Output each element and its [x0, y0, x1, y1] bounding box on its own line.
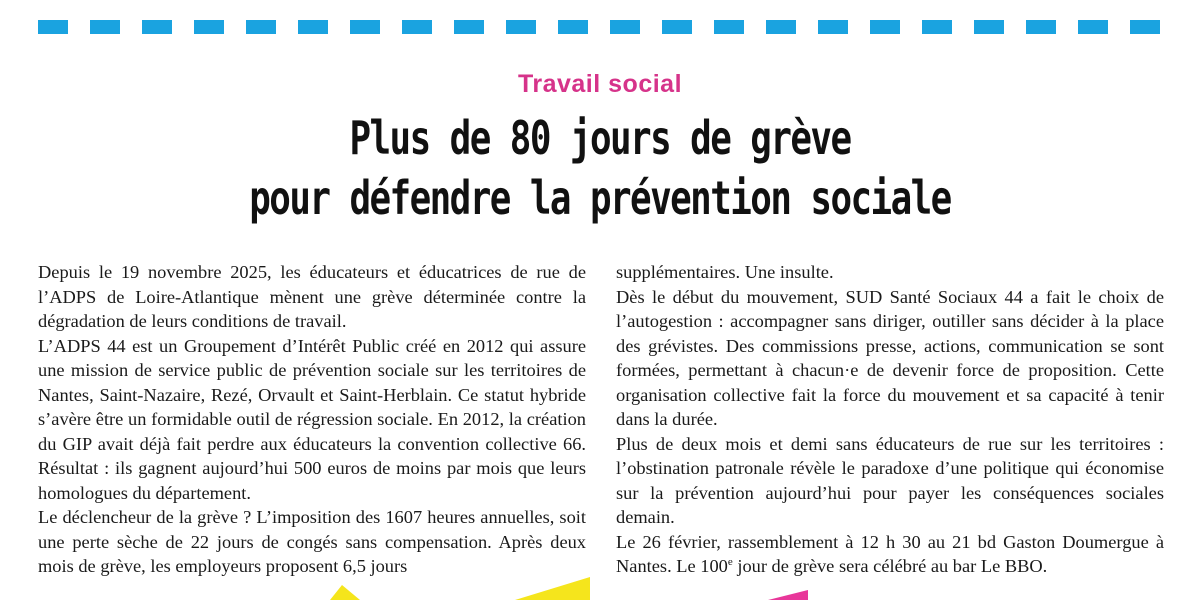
paragraph: supplémentaires. Une insulte.: [616, 262, 834, 282]
article-headline: [132, 108, 1068, 228]
closing-text: Le 26 février, rassemblement à 12 h 30 au 21 bd Gaston Doumergue à Nantes. Le 100: [616, 531, 1164, 576]
closing-text-tail: jour de grève sera célébré au bar Le BBO.: [732, 556, 1048, 576]
section-kicker: Travail social: [517, 70, 683, 98]
dashed-border: [38, 20, 1166, 34]
paragraph: L’ADPS 44 est un Groupement d’Intérêt Public créé en 2012 qui assure une mission de service public de prévention sociale sur les territoires de Nantes, Saint-Nazaire, Rezé, Orvault et Saint-Herblain. Ce statut hybride s’avère être un formidable outil de régression sociale. En 2012, la création du GIP avait déjà fait perdre aux éducateurs la convention collective 66. Résultat : ils gagnent aujourd’hui 500 euros de moins par mois que leurs homologues du département.: [38, 335, 586, 503]
closing-paragraph: [616, 530, 1164, 579]
headline-line-2: pour défendre la prévention sociale: [249, 171, 951, 225]
paragraph: Dès le début du mouvement, SUD Santé Sociaux 44 a fait le choix de l’autogestion : accompagner sans diriger, outiller sans décider à la place des grévistes. Des commissions presse, actions, communication se sont formées, permettant à chacun·e de devenir force de proposition. Cette organisation collective fait la force du mouvement et sa capacité à tenir dans la durée.: [616, 286, 1164, 429]
headline-line-1: Plus de 80 jours de grève: [349, 111, 851, 165]
paragraph: Le déclencheur de la grève ? L’imposition des 1607 heures annuelles, soit une perte sèche de 22 jours de congés sans compensation. Après deux mois de grève, les employeurs proposent 6,5 jours: [38, 507, 586, 576]
article-column-left: [38, 260, 586, 579]
paragraph: Depuis le 19 novembre 2025, les éducateurs et éducatrices de rue de l’ADPS de Loire-Atlantique mènent une grève déterminée contre la dégradation de leurs conditions de travail.: [38, 262, 586, 331]
paragraph: Plus de deux mois et demi sans éducateurs de rue sur les territoires : l’obstination patronale révèle le paradoxe d’une politique qui économise sur la prévention aujourd’hui pour payer les conséquences sociales demain.: [616, 433, 1164, 527]
decorative-shape-right: [515, 577, 590, 600]
decorative-shape-left: [330, 585, 360, 600]
ordinal-superscript: e: [727, 555, 733, 568]
decorative-shape-pink: [768, 590, 808, 600]
article-column-right: [616, 260, 1164, 579]
